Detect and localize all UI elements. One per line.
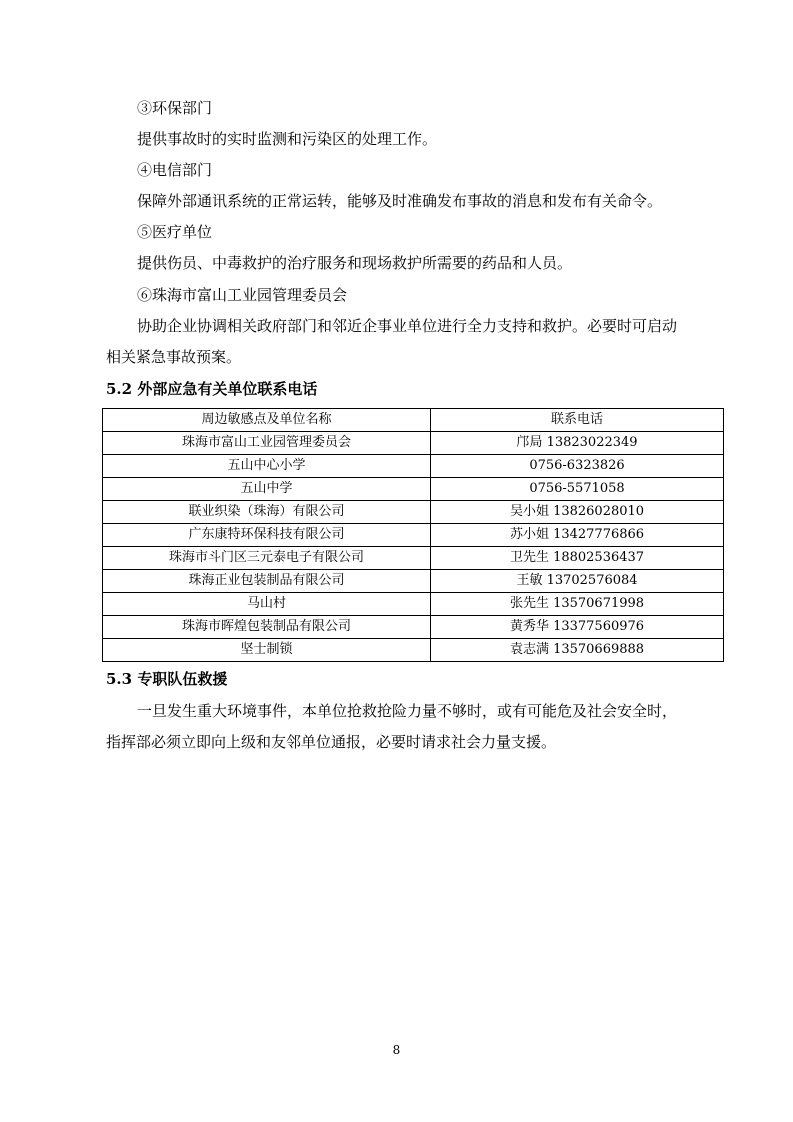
table-row	[103, 478, 724, 501]
table-row	[103, 524, 724, 547]
unit-name: 马山村	[103, 593, 431, 616]
unit-name: 坚士制锁	[103, 639, 431, 662]
park-committee-heading: ⑥珠海市富山工业园管理委员会	[137, 286, 348, 304]
section-5-3-title: 5.3 专职队伍救援	[106, 670, 228, 688]
unit-name: 五山中学	[103, 478, 431, 501]
table-row	[103, 547, 724, 570]
unit-name: 广东康特环保科技有限公司	[103, 524, 431, 547]
unit-phone: 吴小姐 13826028010	[431, 501, 724, 524]
unit-phone: 张先生 13570671998	[431, 593, 724, 616]
table-row	[103, 570, 724, 593]
unit-phone: 黄秀华 13377560976	[431, 616, 724, 639]
env-dept-heading: ③环保部门	[137, 99, 213, 117]
telecom-dept-heading: ④电信部门	[137, 161, 213, 179]
header-name: 周边敏感点及单位名称	[103, 409, 431, 432]
park-committee-text-line2: 相关紧急事故预案。	[106, 348, 242, 366]
unit-phone: 0756-5571058	[431, 478, 724, 501]
unit-name: 珠海正业包装制品有限公司	[103, 570, 431, 593]
table-row	[103, 455, 724, 478]
unit-phone: 苏小姐 13427776866	[431, 524, 724, 547]
header-phone: 联系电话	[431, 409, 724, 432]
unit-phone: 王敏 13702576084	[431, 570, 724, 593]
table-row	[103, 616, 724, 639]
env-dept-text: 提供事故时的实时监测和污染区的处理工作。	[137, 130, 438, 148]
telecom-dept-text: 保障外部通讯系统的正常运转，能够及时准确发布事故的消息和发布有关命令。	[137, 192, 663, 210]
unit-name: 联业织染（珠海）有限公司	[103, 501, 431, 524]
section-5-2-title: 5.2 外部应急有关单位联系电话	[106, 380, 318, 398]
unit-phone: 卫先生 18802536437	[431, 547, 724, 570]
section-5-3-text-line2: 指挥部必须立即向上级和友邻单位通报，必要时请求社会力量支援。	[106, 733, 557, 751]
unit-phone: 0756-6323826	[431, 455, 724, 478]
table-row	[103, 593, 724, 616]
medical-unit-heading: ⑤医疗单位	[137, 223, 213, 241]
page-number: 8	[392, 1043, 401, 1057]
unit-name: 珠海市富山工业园管理委员会	[103, 432, 431, 455]
section-5-3-text-line1: 一旦发生重大环境事件，本单位抢救抢险力量不够时，或有可能危及社会安全时，	[137, 702, 678, 720]
unit-name: 珠海市斗门区三元泰电子有限公司	[103, 547, 431, 570]
table-header-row	[103, 409, 724, 432]
contact-table	[102, 408, 724, 662]
unit-name: 五山中心小学	[103, 455, 431, 478]
unit-name: 珠海市晖煌包装制品有限公司	[103, 616, 431, 639]
table-row	[103, 501, 724, 524]
medical-unit-text: 提供伤员、中毒救护的治疗服务和现场救护所需要的药品和人员。	[137, 254, 573, 272]
unit-phone: 邝局 13823022349	[431, 432, 724, 455]
unit-phone: 袁志满 13570669888	[431, 639, 724, 662]
table-row	[103, 639, 724, 662]
table-row	[103, 432, 724, 455]
park-committee-text-line1: 协助企业协调相关政府部门和邻近企事业单位进行全力支持和救护。必要时可启动	[137, 317, 678, 335]
